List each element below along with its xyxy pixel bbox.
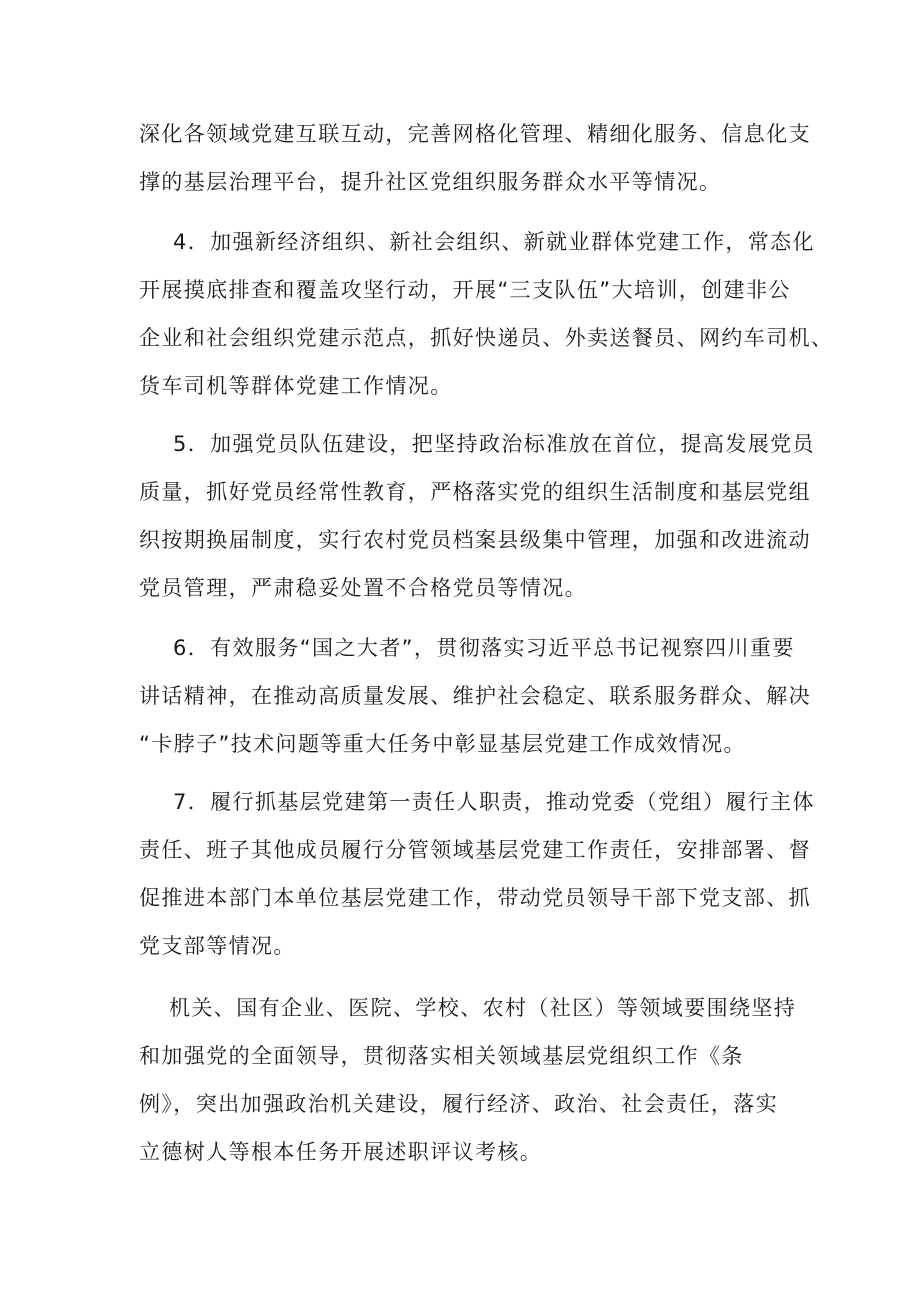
paragraph-line: 货车司机等群体党建工作情况。	[139, 374, 453, 398]
paragraph-continuation	[139, 110, 811, 206]
paragraph-line: 7．履行抓基层党建第一责任人职责，推动党委（党组）履行主体	[173, 790, 815, 814]
paragraph-line: 深化各领域党建互联互动，完善网格化管理、精细化服务、信息化支	[139, 122, 811, 146]
closing-paragraph	[139, 984, 797, 1176]
paragraph-line: 5．加强党员队伍建设，把坚持政治标准放在首位，提高发展党员	[173, 432, 815, 456]
paragraph-line: 党支部等情况。	[139, 934, 296, 958]
paragraph-line: 机关、国有企业、医院、学校、农村（社区）等领域要围绕坚持	[169, 996, 797, 1020]
paragraph-line: 开展摸底排查和覆盖攻坚行动，开展“三支队伍”大培训，创建非公	[139, 278, 791, 302]
paragraph-line: 撑的基层治理平台，提升社区党组织服务群众水平等情况。	[139, 170, 722, 194]
paragraph-line: “卡脖子”技术问题等重大任务中彰显基层党建工作成效情况。	[139, 732, 746, 756]
paragraph-line: 6．有效服务“国之大者”，贯彻落实习近平总书记视察四川重要	[173, 636, 795, 660]
paragraph-line: 例》，突出加强政治机关建设，履行经济、政治、社会责任，落实	[139, 1092, 779, 1116]
item-7-paragraph	[139, 778, 815, 970]
paragraph-line: 质量，抓好党员经常性教育，严格落实党的组织生活制度和基层党组	[139, 480, 811, 504]
item-6-paragraph	[139, 624, 811, 768]
paragraph-line: 党员管理，严肃稳妥处置不合格党员等情况。	[139, 576, 587, 600]
item-5-paragraph	[139, 420, 815, 612]
paragraph-line: 讲话精神，在推动高质量发展、维护社会稳定、联系服务群众、解决	[139, 684, 811, 708]
paragraph-line: 责任、班子其他成员履行分管领域基层党建工作责任，安排部署、督	[139, 838, 811, 862]
paragraph-line: 织按期换届制度，实行农村党员档案县级集中管理，加强和改进流动	[139, 528, 811, 552]
item-4-paragraph	[139, 218, 834, 410]
paragraph-line: 4．加强新经济组织、新社会组织、新就业群体党建工作，常态化	[173, 230, 815, 254]
paragraph-line: 企业和社会组织党建示范点，抓好快递员、外卖送餐员、网约车司机、	[139, 326, 834, 350]
paragraph-line: 和加强党的全面领导，贯彻落实相关领域基层党组织工作《条	[139, 1044, 744, 1068]
paragraph-line: 立德树人等根本任务开展述职评议考核。	[139, 1140, 543, 1164]
paragraph-line: 促推进本部门本单位基层党建工作，带动党员领导干部下党支部、抓	[139, 886, 811, 910]
